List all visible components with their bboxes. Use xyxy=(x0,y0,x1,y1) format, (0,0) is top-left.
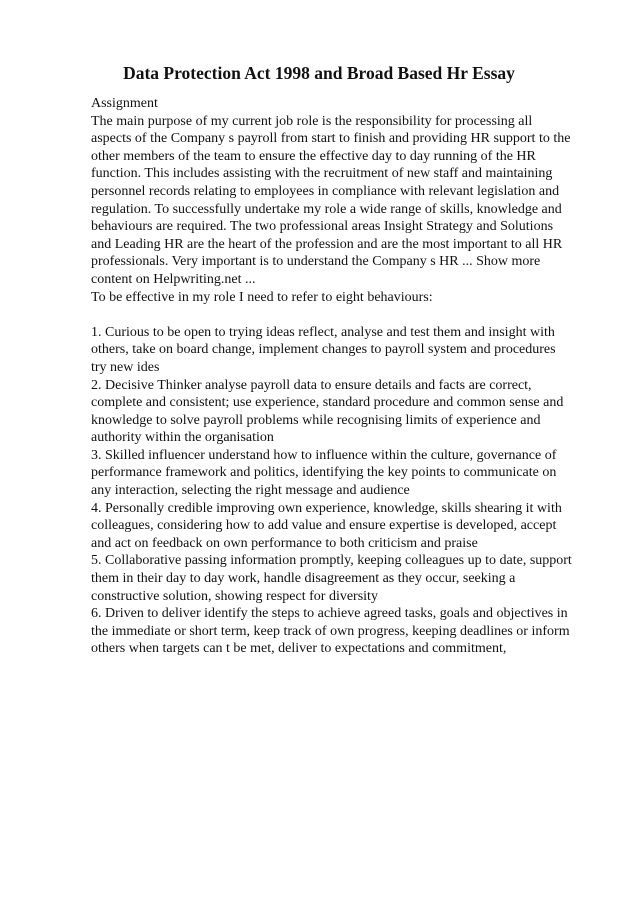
text-line: To be effective in my role I need to refer to eight behaviours: xyxy=(91,289,433,305)
page-title: Data Protection Act 1998 and Broad Based Hr Essay xyxy=(123,63,515,83)
text-line: others, take on board change, implement changes to payroll system and procedures xyxy=(91,342,556,358)
text-line: try new ides xyxy=(91,359,160,375)
text-line: The main purpose of my current job role is the responsibility for processing all xyxy=(91,113,533,129)
text-line: constructive solution, showing respect for diversity xyxy=(91,588,378,604)
text-line: Assignment xyxy=(91,96,158,111)
text-line: 5. Collaborative passing information promptly, keeping colleagues up to date, support xyxy=(91,553,572,569)
paragraph-gap xyxy=(91,306,593,324)
text-line: personnel records relating to employees in compliance with relevant legislation and xyxy=(91,183,560,199)
text-line: other members of the team to ensure the effective day to day running of the HR xyxy=(91,148,536,164)
text-line: 6. Driven to deliver identify the steps to achieve agreed tasks, goals and objectives in xyxy=(91,606,568,622)
text-line: colleagues, considering how to add value and ensure expertise is developed, accept xyxy=(91,518,557,534)
text-line: and Leading HR are the heart of the profession and are the most important to all HR xyxy=(91,236,563,252)
text-line: 3. Skilled influencer understand how to influence within the culture, governance of xyxy=(91,447,557,463)
text-line: behaviours are required. The two professional areas Insight Strategy and Solutions xyxy=(91,219,554,235)
text-line: and act on feedback on own performance to both criticism and praise xyxy=(91,535,478,551)
text-line: aspects of the Company s payroll from start to finish and providing HR support to the xyxy=(91,131,571,147)
text-line: function. This includes assisting with the recruitment of new staff and maintaining xyxy=(91,166,553,182)
text-line: content on Helpwriting.net ... xyxy=(91,271,256,287)
text-line: authority within the organisation xyxy=(91,430,274,446)
text-line: others when targets can t be met, deliver to expectations and commitment, xyxy=(91,641,507,657)
text-line: them in their day to day work, handle disagreement as they occur, seeking a xyxy=(91,571,516,587)
text-line: any interaction, selecting the right message and audience xyxy=(91,483,410,499)
text-line: complete and consistent; use experience, standard procedure and common sense and xyxy=(91,395,564,411)
text-line: regulation. To successfully undertake my role a wide range of skills, knowledge and xyxy=(91,201,562,217)
text-line: performance framework and politics, identifying the key points to communicate on xyxy=(91,465,557,481)
essay-body xyxy=(91,95,593,658)
text-line: knowledge to solve payroll problems while recognising limits of experience and xyxy=(91,412,541,428)
text-line: 1. Curious to be open to trying ideas reflect, analyse and test them and insight with xyxy=(91,324,555,340)
text-line: 2. Decisive Thinker analyse payroll data to ensure details and facts are correct, xyxy=(91,377,532,393)
text-line: 4. Personally credible improving own experience, knowledge, skills shearing it with xyxy=(91,500,562,516)
text-line: the immediate or short term, keep track of own progress, keeping deadlines or inform xyxy=(91,623,570,639)
text-line: professionals. Very important is to understand the Company s HR ... Show more xyxy=(91,254,541,270)
